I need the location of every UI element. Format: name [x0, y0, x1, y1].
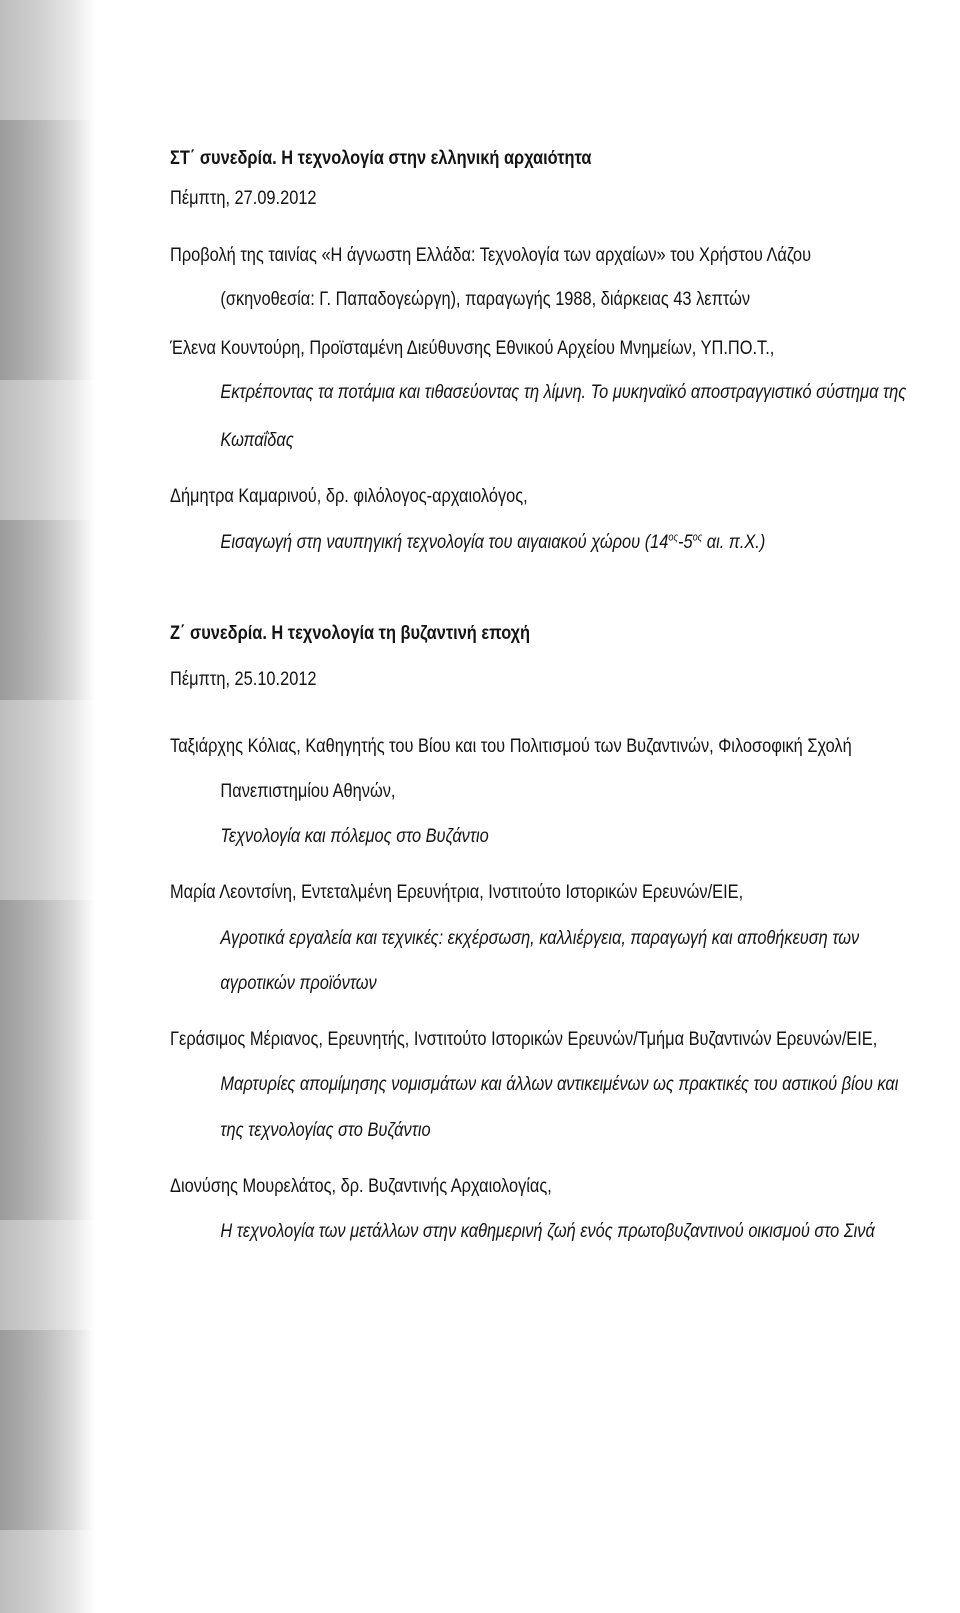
- speaker-kamarinou: Δήμητρα Καμαρινού, δρ. φιλόλογος-αρχαιολόγος,: [170, 485, 528, 507]
- speaker-kountouri: Έλενα Κουντούρη, Προϊσταμένη Διεύθυνσης Εθνικού Αρχείου Μνημείων, ΥΠ.ΠΟ.Τ.,: [170, 337, 775, 359]
- talk-title-mourelatos: Η τεχνολογία των μετάλλων στην καθημερινή ζωή ενός πρωτοβυζαντινού οικισμού στο Σινά: [220, 1220, 875, 1242]
- session7-date: Πέμπτη, 25.10.2012: [170, 668, 317, 690]
- speaker-merianos: Γεράσιμος Μέριανος, Ερευνητής, Ινστιτούτο Ιστορικών Ερευνών/Τμήμα Βυζαντινών Ερευνών/ΕΙΕ,: [170, 1028, 878, 1050]
- talk-title-kountouri-line2: Κωπαΐδας: [220, 429, 294, 451]
- film-screening-line2: (σκηνοθεσία: Γ. Παπαδογεώργη), παραγωγής 1988, διάρκειας 43 λεπτών: [220, 288, 751, 310]
- talk-title-kountouri-line1: Εκτρέποντας τα ποτάμια και τιθασεύοντας τη λίμνη. Το μυκηναϊκό αποστραγγιστικό σύστημα της: [220, 381, 907, 403]
- talk-title-kamarinou: Εισαγωγή στη ναυπηγική τεχνολογία του αιγαιακού χώρου ($14^{o\varsigma}-5^{o\varsigma}$ αι. π.Χ.): [220, 531, 766, 553]
- talk-title-leontsini-line1: Αγροτικά εργαλεία και τεχνικές: εκχέρσωση, καλλιέργεια, παραγωγή και αποθήκευση των: [220, 927, 860, 949]
- talk-title-merianos-line1: Μαρτυρίες απομίμησης νομισμάτων και άλλων αντικειμένων ως πρακτικές του αστικού βίου και: [220, 1073, 899, 1095]
- speaker-leontsini: Μαρία Λεοντσίνη, Εντεταλμένη Ερευνήτρια, Ινστιτούτο Ιστορικών Ερευνών/ΕΙΕ,: [170, 881, 744, 903]
- background-photo-strip: [0, 0, 95, 1613]
- session6-heading: ΣΤ΄ συνεδρία. Η τεχνολογία στην ελληνική αρχαιότητα: [170, 147, 592, 169]
- speaker-mourelatos: Διονύσης Μουρελάτος, δρ. Βυζαντινής Αρχαιολογίας,: [170, 1175, 552, 1197]
- speaker-kolias-line1: Ταξιάρχης Κόλιας, Καθηγητής του Βίου και του Πολιτισμού των Βυζαντινών, Φιλοσοφική Σχολή: [170, 735, 852, 757]
- talk-title-leontsini-line2: αγροτικών προϊόντων: [220, 972, 377, 994]
- speaker-kolias-line2: Πανεπιστημίου Αθηνών,: [220, 780, 396, 802]
- film-screening-line1: Προβολή της ταινίας «Η άγνωστη Ελλάδα: Τεχνολογία των αρχαίων» του Χρήστου Λάζου: [170, 244, 812, 266]
- talk-title-kolias: Τεχνολογία και πόλεμος στο Βυζάντιο: [220, 825, 489, 847]
- session7-heading: Ζ΄ συνεδρία. Η τεχνολογία τη βυζαντινή εποχή: [170, 622, 531, 644]
- talk-title-merianos-line2: της τεχνολογίας στο Βυζάντιο: [220, 1119, 431, 1141]
- session6-date: Πέμπτη, 27.09.2012: [170, 187, 317, 209]
